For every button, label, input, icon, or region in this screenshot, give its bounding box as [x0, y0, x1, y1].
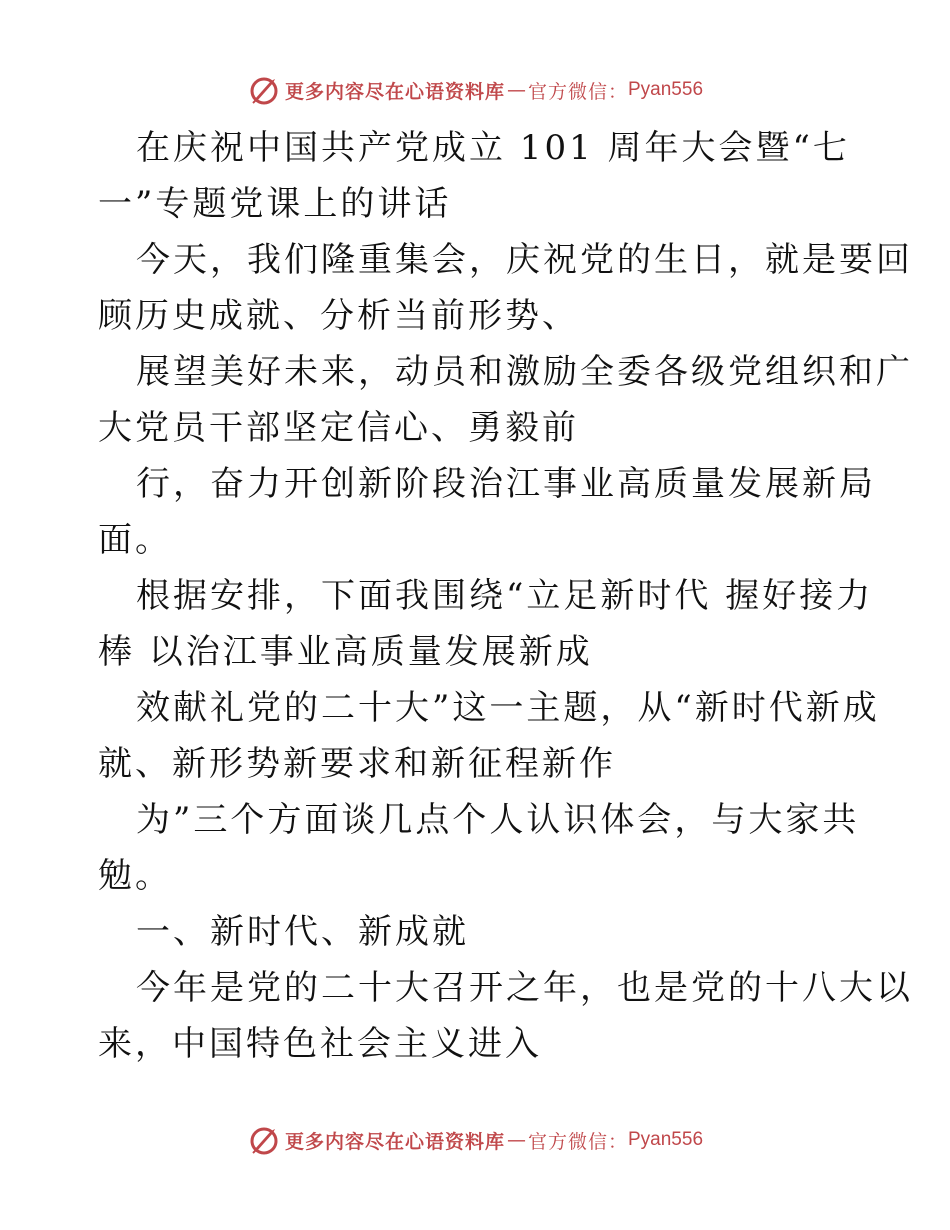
paragraph-line: 展望美好未来，动员和激励全委各级党组织和广 [136, 352, 913, 392]
paragraph-line: 根据安排，下面我围绕“立足新时代 握好接力 [136, 576, 874, 616]
paragraph-line: 面。 [98, 520, 172, 560]
section-heading: 一、新时代、新成就 [136, 912, 469, 952]
paragraph-line: 棒 以治江事业高质量发展新成 [98, 632, 593, 672]
paragraph-line: 顾历史成就、分析当前形势、 [98, 296, 579, 336]
watermark-wechat-id: Pyan556 [628, 1129, 704, 1150]
footer-watermark [0, 1120, 950, 1160]
watermark-dash: — [506, 1129, 526, 1151]
document-body [98, 120, 913, 1072]
watermark-text: 更多内容尽在心语资料库 [284, 1130, 505, 1153]
paragraph-line: 行，奋力开创新阶段治江事业高质量发展新局 [136, 464, 876, 504]
paragraph-line: 今天，我们隆重集会，庆祝党的生日，就是要回 [136, 240, 913, 280]
paragraph-line: 今年是党的二十大召开之年，也是党的十八大以 [136, 968, 913, 1008]
title-line-2: 一”专题党课上的讲话 [98, 184, 452, 224]
title-line-1: 在庆祝中国共产党成立 101 周年大会暨“七 [136, 128, 850, 168]
paragraph-line: 大党员干部坚定信心、勇毅前 [98, 408, 579, 448]
watermark-dash: — [506, 79, 526, 101]
paragraph-line: 效献礼党的二十大”这一主题，从“新时代新成 [136, 688, 880, 728]
header-watermark [0, 70, 950, 110]
paragraph-line: 就、新形势新要求和新征程新作 [98, 744, 616, 784]
watermark-text: 更多内容尽在心语资料库 [284, 80, 505, 103]
quill-pen-logo-icon [247, 73, 281, 107]
paragraph-line: 来，中国特色社会主义进入 [98, 1024, 542, 1064]
watermark-wechat-label: 官方微信： [527, 80, 628, 103]
watermark-wechat-id: Pyan556 [628, 79, 704, 100]
watermark-wechat-label: 官方微信： [527, 1130, 628, 1153]
quill-pen-logo-icon [247, 1123, 281, 1157]
paragraph-line: 勉。 [98, 856, 172, 896]
paragraph-line: 为”三个方面谈几点个人认识体会，与大家共 [136, 800, 860, 840]
